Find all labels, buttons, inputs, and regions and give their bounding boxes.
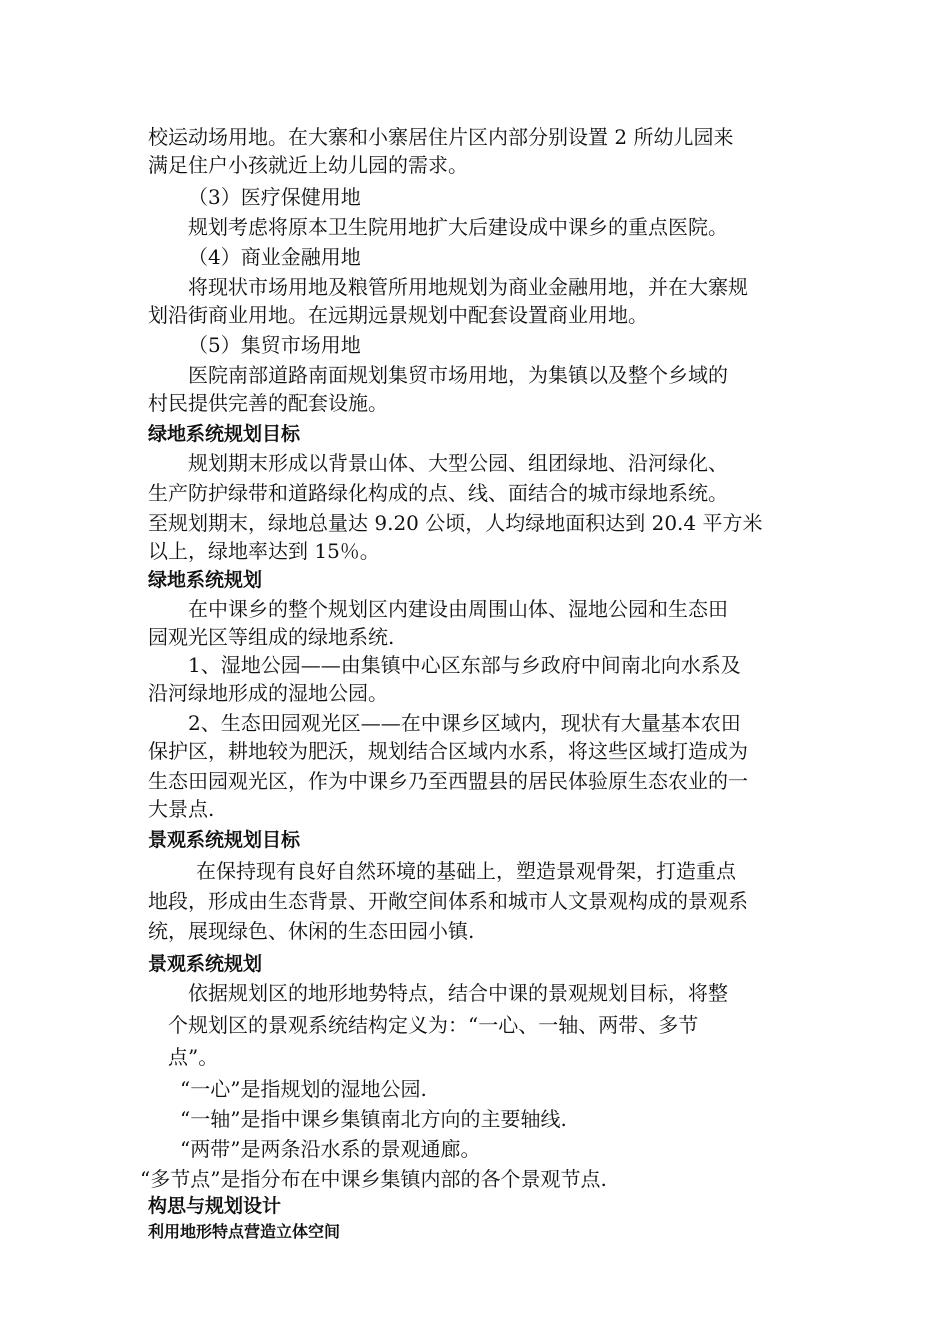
- text-line: 规划期末形成以背景山体、大型公园、组团绿地、沿河绿化、: [188, 451, 728, 475]
- text-line: 医院南部道路南面规划集贸市场用地，为集镇以及整个乡域的: [188, 363, 728, 387]
- text-line: “一轴”是指中课乡集镇南北方向的主要轴线.: [180, 1107, 567, 1131]
- text-line: “多节点”是指分布在中课乡集镇内部的各个景观节点.: [140, 1167, 607, 1191]
- text-line: 点”。: [168, 1045, 219, 1069]
- text-line: 沿河绿地形成的湿地公园。: [148, 681, 388, 705]
- text-line: 生态田园观光区，作为中课乡乃至西盟县的居民体验原生态农业的一: [148, 769, 748, 793]
- text-line: “两带”是两条沿水系的景观通廊。: [180, 1137, 481, 1161]
- text-line: 在保持现有良好自然环境的基础上，塑造景观骨架，打造重点: [196, 859, 736, 883]
- section-title-commercial: （4）商业金融用地: [188, 245, 361, 269]
- text-line: 满足住户小孩就近上幼儿园的需求。: [148, 153, 468, 177]
- text-line: 地段，形成由生态背景、开敞空间体系和城市人文景观构成的景观系: [148, 889, 748, 913]
- text-line: 校运动场用地。在大寨和小寨居住片区内部分别设置 2 所幼儿园来: [148, 125, 734, 149]
- text-line: 村民提供完善的配套设施。: [148, 391, 388, 415]
- heading-green-system-goal: 绿地系统规划目标: [148, 423, 301, 445]
- text-line: 生产防护绿带和道路绿化构成的点、线、面结合的城市绿地系统。: [148, 481, 728, 505]
- text-line: 1、湿地公园——由集镇中心区东部与乡政府中间南北向水系及: [188, 653, 741, 677]
- text-line: 划沿街商业用地。在远期远景规划中配套设置商业用地。: [148, 303, 648, 327]
- text-line: 统，展现绿色、休闲的生态田园小镇.: [148, 919, 475, 943]
- heading-landscape-goal: 景观系统规划目标: [148, 829, 301, 851]
- subheading-terrain-space: 利用地形特点营造立体空间: [148, 1222, 341, 1241]
- heading-green-system-plan: 绿地系统规划: [148, 569, 263, 591]
- text-line: 将现状市场用地及粮管所用地规划为商业金融用地，并在大寨规: [188, 275, 748, 299]
- text-line: 规划考虑将原本卫生院用地扩大后建设成中课乡的重点医院。: [188, 215, 728, 239]
- section-title-market: （5）集贸市场用地: [188, 333, 361, 357]
- text-line: 在中课乡的整个规划区内建设由周围山体、湿地公园和生态田: [188, 597, 728, 621]
- text-line: 大景点.: [148, 797, 215, 821]
- text-line: “一心”是指规划的湿地公园.: [180, 1077, 427, 1101]
- heading-landscape-plan: 景观系统规划: [148, 953, 263, 975]
- text-line: 以上，绿地率达到 15％。: [148, 539, 380, 563]
- heading-concept-design: 构思与规划设计: [148, 1195, 282, 1217]
- section-title-medical: （3）医疗保健用地: [188, 185, 361, 209]
- text-line: 保护区，耕地较为肥沃，规划结合区域内水系，将这些区域打造成为: [148, 739, 748, 763]
- text-line: 2、生态田园观光区——在中课乡区域内，现状有大量基本农田: [188, 711, 741, 735]
- text-line: 个规划区的景观系统结构定义为：“一心、一轴、两带、多节: [168, 1013, 699, 1037]
- text-line: 依据规划区的地形地势特点，结合中课的景观规划目标，将整: [188, 981, 728, 1005]
- text-line: 园观光区等组成的绿地系统.: [148, 625, 395, 649]
- text-line: 至规划期末，绿地总量达 9.20 公顷，人均绿地面积达到 20.4 平方米: [148, 511, 763, 535]
